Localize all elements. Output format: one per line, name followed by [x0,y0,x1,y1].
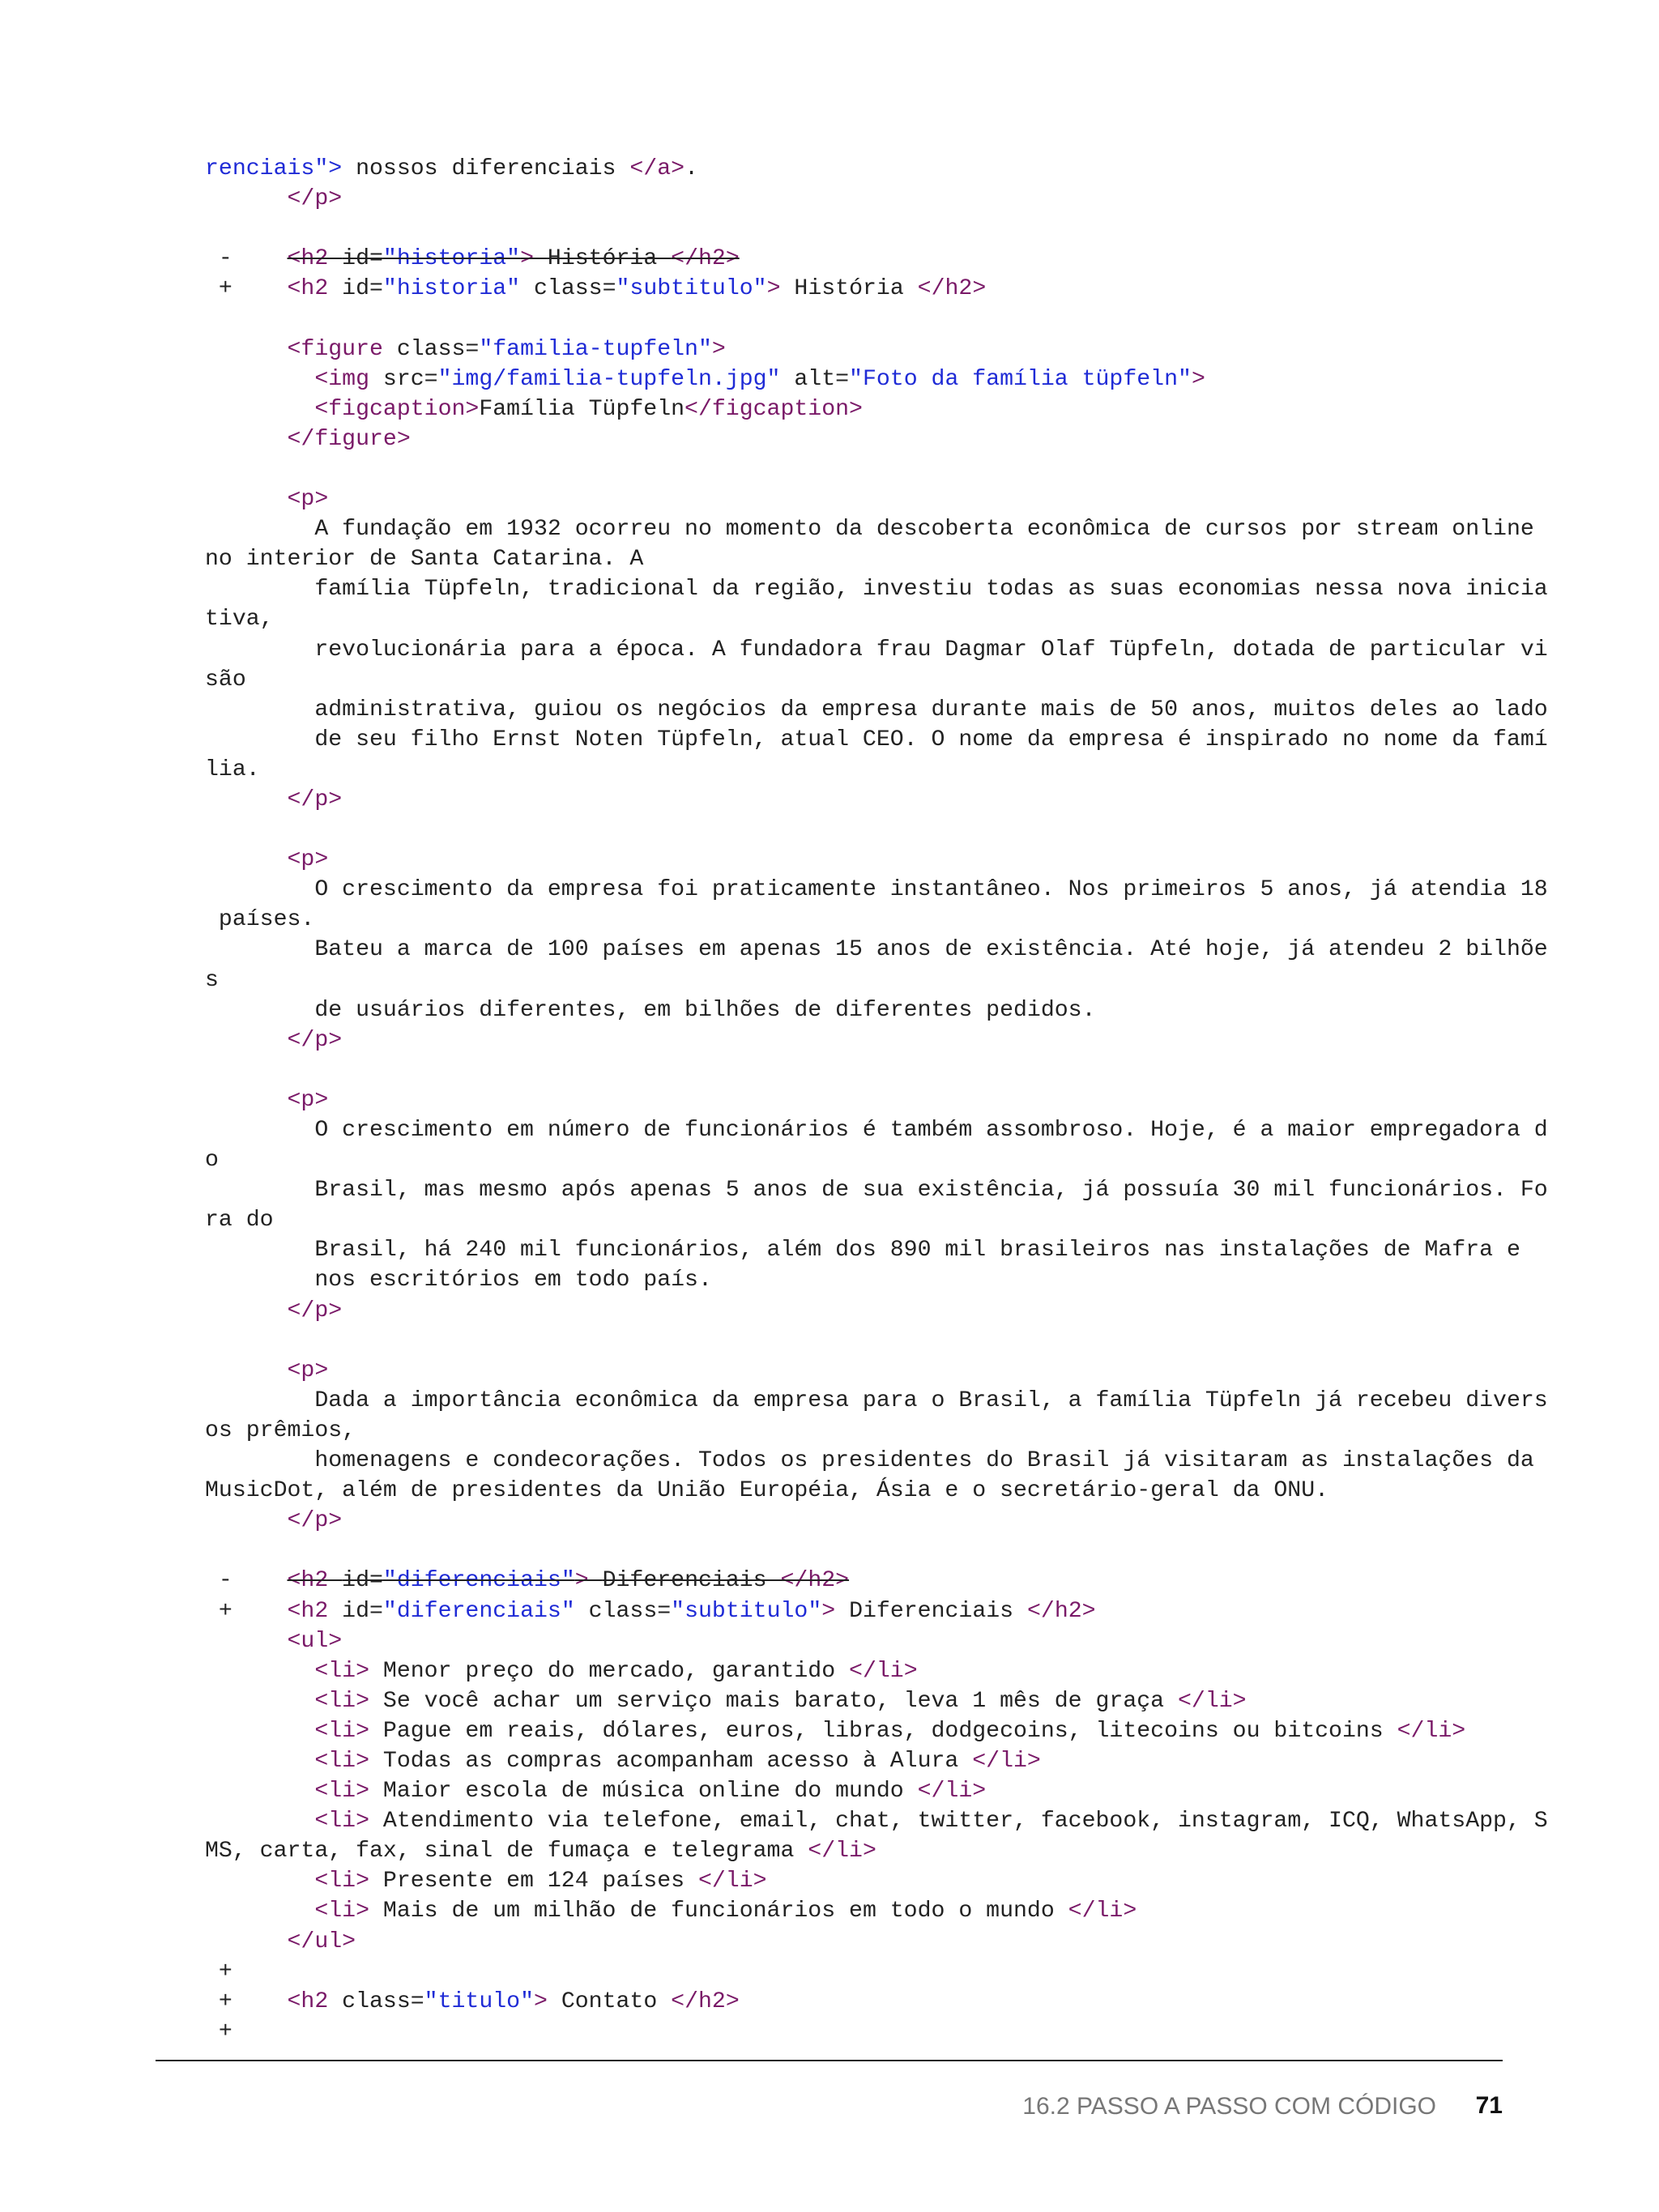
code-token [205,787,288,812]
code-line [205,274,1517,304]
code-token [205,427,288,452]
code-token [205,1629,288,1654]
code-token: </p> [287,1508,343,1534]
code-token: nos escritórios em todo país. [205,1268,712,1294]
code-line [205,1957,1517,1987]
code-line [205,875,1548,905]
code-token: </p> [287,186,343,212]
code-line [205,484,1517,514]
code-token: países. [205,907,315,933]
code-line [205,785,1517,815]
code-token: "subtitulo" [616,276,767,302]
code-token: > [534,1988,561,2014]
code-token: O crescimento em número de funcionários é também assombroso. Hoje, é a maior empregadora d [205,1118,1548,1143]
code-line [205,1235,1520,1265]
code-token [205,847,288,872]
code-token [205,367,314,392]
code-token [205,337,288,362]
code-line [205,935,1548,965]
deleted-code-token: "diferenciais" [382,1568,575,1594]
code-token: são [205,667,246,693]
code-line [205,1716,1517,1746]
deleted-code-token: Diferenciais [602,1568,781,1594]
code-token: </ul> [287,1929,356,1954]
code-token: Contato [561,1988,672,2014]
code-token: + [205,276,288,302]
code-line [205,2017,1517,2047]
code-token: renciais"> [205,156,356,181]
code-token: Pague em reais, dólares, euros, libras, dodgecoins, litecoins ou bitcoins [382,1718,1397,1744]
code-token: Maior escola de música online do mundo [382,1779,918,1805]
code-line [205,1866,1517,1896]
code-token: revolucionária para a época. A fundadora frau Dagmar Olaf Tüpfeln, dotada de particular vi [205,637,1548,663]
deleted-code-token: id= [342,1568,383,1594]
deleted-code-token: <h2 [287,1568,343,1594]
code-token: <ul> [287,1628,343,1654]
code-token [205,1358,288,1383]
code-token: Atendimento via telefone, email, chat, twitter, facebook, instagram, ICQ, WhatsApp, S [382,1809,1548,1835]
code-line [205,364,1517,394]
code-token: class= [520,276,616,302]
code-line [205,1145,1517,1175]
code-token: <li> [314,1899,383,1924]
code-line [205,725,1548,755]
code-token: Bateu a marca de 100 países em apenas 15 anos de existência. Até hoje, já atendeu 2 bilhõe [205,937,1548,963]
code-line [205,1055,1517,1085]
code-token [205,1088,288,1113]
code-token: + [205,2018,232,2044]
code-token: </li> [972,1748,1041,1774]
code-token: </h2> [917,276,987,302]
code-line [205,755,1517,785]
code-token: <p> [287,487,329,513]
code-token [205,1929,288,1954]
code-token: </li> [808,1839,876,1865]
code-token: </p> [287,786,343,812]
code-token: <h2 [287,276,343,302]
code-token: . [684,156,698,181]
code-token: </figure> [287,426,411,452]
code-line [205,1326,1517,1356]
code-token: </h2> [1027,1598,1096,1624]
code-token: Menor preço do mercado, garantido [382,1658,850,1684]
deleted-code-token: > [574,1568,603,1594]
code-token: </li> [697,1869,767,1894]
code-line [205,394,1517,424]
code-token: administrativa, guiou os negócios da empresa durante mais de 50 anos, muitos deles ao lado [205,697,1548,722]
code-token: <h2 [287,1988,343,2014]
code-token: <li> [314,1688,383,1714]
deleted-code-token: > [520,246,548,272]
code-token: > [766,276,795,302]
code-token: > [821,1598,850,1624]
code-line [205,454,1517,484]
code-listing [205,154,1548,2047]
code-token: class= [396,336,480,362]
code-token: nossos diferenciais [356,156,630,181]
deleted-code-token: id= [342,246,383,272]
code-line [205,845,1517,875]
code-token: s [205,967,219,993]
code-line [205,1987,1517,2017]
deleted-code-token: "historia" [382,246,521,272]
code-token: </li> [1397,1718,1466,1744]
code-line [205,1626,1517,1656]
code-token: família Tüpfeln, tradicional da região, investiu todas as suas economias nessa nova inicia [205,577,1548,603]
code-token: id= [342,1598,383,1624]
code-line [205,965,1517,995]
code-token: <li> [314,1809,383,1835]
code-line [205,604,1517,634]
code-token: História [794,276,918,302]
code-line [205,244,1517,274]
code-token: </h2> [671,1988,740,2014]
code-token [205,1298,288,1323]
code-line [205,1085,1517,1115]
code-token: "img/familia-tupfeln.jpg" [437,366,781,392]
code-token: class= [342,1988,424,2014]
code-token [205,397,314,422]
code-token: tiva, [205,607,274,633]
code-token [205,1659,314,1684]
code-token [205,1779,314,1804]
code-line [205,1476,1517,1506]
code-token: Diferenciais [849,1598,1027,1624]
code-token: MS, carta, fax, sinal de fumaça e telegrama [205,1839,808,1865]
code-line [205,1025,1517,1055]
page-number: 71 [1475,2092,1503,2119]
code-token: O crescimento da empresa foi praticamente instantâneo. Nos primeiros 5 anos, já atendia 18 [205,877,1548,903]
code-line [205,1536,1517,1566]
code-line [205,1175,1548,1205]
code-token: <img [314,366,383,392]
code-line [205,1776,1517,1806]
code-line [205,1506,1517,1536]
code-token: de usuários diferentes, em bilhões de diferentes pedidos. [205,997,1096,1023]
code-line [205,154,1517,184]
code-token [205,1719,314,1744]
code-token: MusicDot, além de presidentes da União Européia, Ásia e o secretário-geral da ONU. [205,1478,1329,1504]
code-line [205,635,1548,665]
code-line [205,1836,1517,1866]
code-line [205,214,1517,244]
code-token: lia. [205,757,260,782]
code-line [205,905,1517,935]
code-token: no interior de Santa Catarina. A [205,547,644,573]
code-token [205,487,288,512]
code-line [205,1356,1517,1386]
code-line [205,574,1548,604]
code-token: <figcaption> [314,396,480,422]
code-token: de seu filho Ernst Noten Tüpfeln, atual CEO. O nome da empresa é inspirado no nome da famí [205,727,1548,752]
code-token [205,1508,288,1533]
deleted-code-token: </h2> [671,246,740,272]
code-token: + [205,1958,232,1984]
code-token: </p> [287,1298,343,1323]
code-token: Se você achar um serviço mais barato, leva 1 mês de graça [382,1688,1178,1714]
code-token: </a> [629,156,685,181]
code-token: "titulo" [424,1988,534,2014]
code-token: <li> [314,1718,383,1744]
code-line [205,1656,1517,1686]
code-line [205,1566,1517,1596]
code-token [205,1028,288,1053]
deleted-code-token: </h2> [780,1568,850,1594]
footer-divider [156,2060,1503,2061]
code-token: "subtitulo" [671,1598,822,1624]
code-line [205,1806,1548,1836]
running-footer-section-title: 16.2 PASSO A PASSO COM CÓDIGO [1022,2093,1436,2120]
code-line [205,695,1548,725]
code-token: <li> [314,1779,383,1805]
code-token: src= [382,366,438,392]
code-token [205,1689,314,1714]
code-token: > [711,336,726,362]
code-line [205,1927,1517,1957]
code-token: <li> [314,1658,383,1684]
code-line [205,544,1517,574]
code-token: alt= [780,366,850,392]
code-token: <figure [287,336,397,362]
code-line [205,514,1534,544]
code-token: os prêmios, [205,1417,356,1443]
code-token: "historia" [382,276,521,302]
code-line [205,1265,1517,1295]
code-token: - [205,246,288,272]
code-token: </figcaption> [684,396,863,422]
code-line [205,184,1517,214]
code-token: o [205,1148,219,1174]
code-token: class= [574,1598,672,1624]
code-token: Todas as compras acompanham acesso à Alura [382,1748,973,1774]
code-token [205,1749,314,1774]
code-token: Presente em 124 países [382,1869,698,1894]
code-token: > [1191,366,1205,392]
code-line [205,1386,1548,1416]
code-line [205,1446,1534,1476]
code-token: Dada a importância econômica da empresa para o Brasil, a família Tüpfeln já recebeu divers [205,1387,1548,1413]
code-line [205,1596,1517,1626]
code-token [205,1809,314,1834]
deleted-code-token: História [547,246,672,272]
code-token: </p> [287,1027,343,1053]
code-token: "diferenciais" [382,1598,575,1624]
code-line [205,1416,1517,1446]
code-token: <p> [287,1357,329,1383]
code-line [205,1746,1517,1776]
code-line [205,665,1517,695]
code-token: homenagens e condecorações. Todos os presidentes do Brasil já visitaram as instalações da [205,1448,1534,1474]
code-token [205,1869,314,1894]
code-line [205,1296,1517,1326]
code-token: </li> [1068,1899,1137,1924]
code-token: Mais de um milhão de funcionários em todo o mundo [382,1899,1068,1924]
code-token: <p> [287,1087,329,1113]
code-token: + [205,1988,288,2014]
code-line [205,995,1517,1025]
code-token: id= [342,276,383,302]
code-token: ra do [205,1208,274,1234]
code-token: <h2 [287,1598,343,1624]
code-line [205,424,1517,454]
code-token: + [205,1598,288,1624]
code-line [205,1115,1548,1145]
code-token: Brasil, há 240 mil funcionários, além dos 890 mil brasileiros nas instalações de Mafra e [205,1238,1520,1264]
code-token [205,1899,314,1924]
code-line [205,815,1517,845]
code-token: A fundação em 1932 ocorreu no momento da descoberta econômica de cursos por stream online [205,517,1534,543]
code-line [205,1686,1517,1716]
code-line [205,1896,1517,1926]
code-token [205,186,288,211]
code-token: "familia-tupfeln" [479,336,712,362]
code-token: - [205,1568,288,1594]
code-token: <li> [314,1869,383,1894]
code-token: </li> [917,1779,987,1805]
code-token: "Foto da família tüpfeln" [849,366,1192,392]
code-line [205,335,1517,364]
code-token: Brasil, mas mesmo após apenas 5 anos de sua existência, já possuía 30 mil funcionários. Fo [205,1178,1548,1204]
code-token: Família Tüpfeln [479,396,685,422]
code-line [205,304,1517,334]
code-token: </li> [849,1658,918,1684]
code-line [205,1205,1517,1235]
code-token: <p> [287,847,329,873]
deleted-code-token: <h2 [287,246,343,272]
code-token: <li> [314,1748,383,1774]
code-token: </li> [1178,1688,1247,1714]
